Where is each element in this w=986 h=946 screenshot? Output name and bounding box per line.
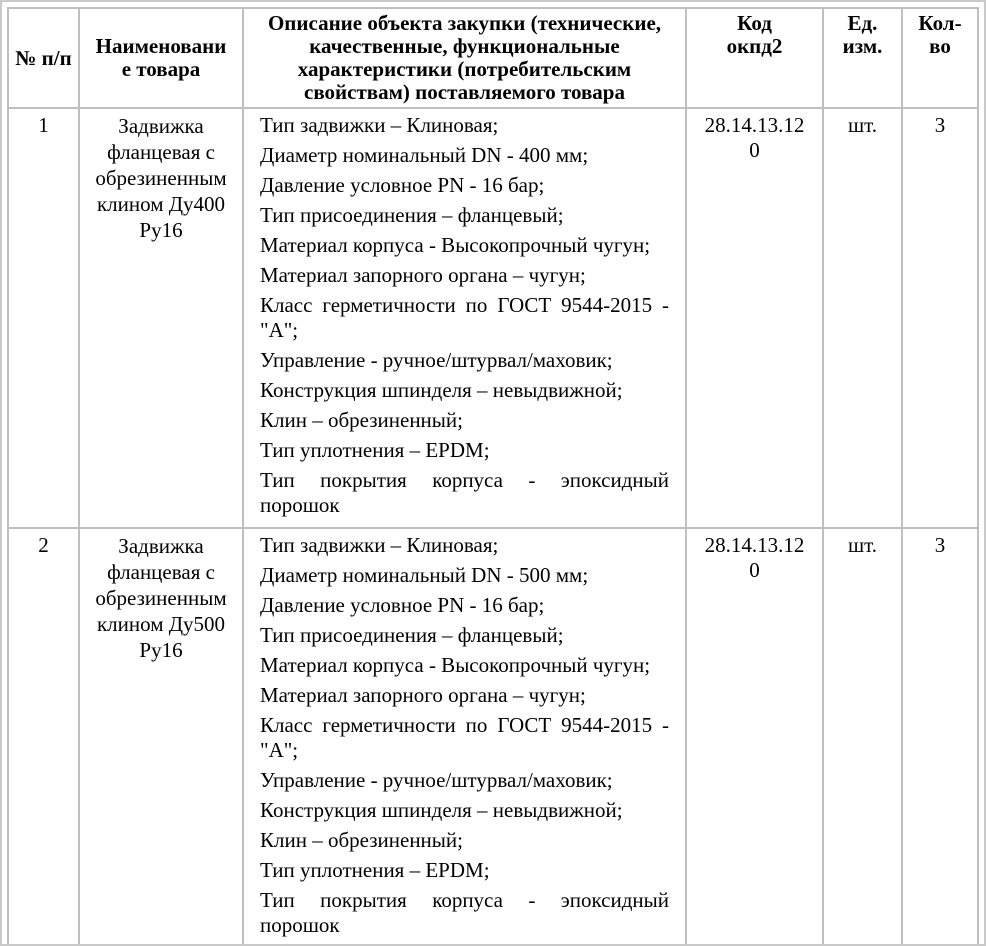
- description-line: Конструкция шпинделя – невыдвижной;: [260, 378, 623, 402]
- description-line: Материал запорного органа – чугун;: [260, 683, 586, 707]
- header-row: [8, 8, 978, 108]
- unit-cell: шт.: [823, 528, 902, 946]
- okpd2-code-cell: 28.14.13.120: [686, 108, 823, 528]
- header-product-name: Наименование товара: [79, 8, 243, 108]
- row-number-cell: 2: [8, 528, 79, 946]
- product-name-cell: Задвижка фланцевая с обрезиненным клином Ду500 Ру16: [79, 528, 243, 946]
- description-cell: [243, 108, 686, 528]
- description-line: Диаметр номинальный DN - 400 мм;: [260, 143, 589, 167]
- quantity-cell: 3: [902, 528, 978, 946]
- description-line: Конструкция шпинделя – невыдвижной;: [260, 798, 623, 822]
- description-line: Тип присоединения – фланцевый;: [260, 203, 564, 227]
- description-line: Материал запорного органа – чугун;: [260, 263, 586, 287]
- description-line: Материал корпуса - Высокопрочный чугун;: [260, 653, 651, 677]
- table-row: [8, 528, 978, 946]
- description-cell: [243, 528, 686, 946]
- row-number-cell: 1: [8, 108, 79, 528]
- table-row: [8, 108, 978, 528]
- quantity-cell: 3: [902, 108, 978, 528]
- header-quantity: Кол-во: [902, 8, 978, 108]
- description-line: Клин – обрезиненный;: [260, 828, 463, 852]
- description-line: Тип уплотнения – EPDM;: [260, 858, 490, 882]
- procurement-spec-table: [7, 7, 979, 946]
- header-description: Описание объекта закупки (технические, качественные, функциональные характеристики (потребительским свойствам) поставляемого товара: [243, 8, 686, 108]
- description-line: Давление условное PN - 16 бар;: [260, 593, 545, 617]
- description-line: Тип уплотнения – EPDM;: [260, 438, 490, 462]
- description-line: Клин – обрезиненный;: [260, 408, 463, 432]
- description-line: Управление - ручное/штурвал/маховик;: [260, 768, 613, 792]
- product-name-cell: Задвижка фланцевая с обрезиненным клином Ду400 Ру16: [79, 108, 243, 528]
- description-line: Тип присоединения – фланцевый;: [260, 623, 564, 647]
- unit-cell: шт.: [823, 108, 902, 528]
- description-line: Тип покрытия корпуса - эпоксидный порошок: [260, 468, 669, 517]
- description-line: Тип задвижки – Клиновая;: [260, 533, 499, 557]
- header-okpd2-code: Код окпд2: [686, 8, 823, 108]
- header-row-number: № п/п: [8, 8, 79, 108]
- description-line: Класс герметичности по ГОСТ 9544-2015 - "А";: [260, 713, 669, 762]
- description-line: Тип покрытия корпуса - эпоксидный порошок: [260, 888, 669, 937]
- description-line: Управление - ручное/штурвал/маховик;: [260, 348, 613, 372]
- description-line: Тип задвижки – Клиновая;: [260, 113, 499, 137]
- header-unit: Ед. изм.: [823, 8, 902, 108]
- okpd2-code-cell: 28.14.13.120: [686, 528, 823, 946]
- description-line: Давление условное PN - 16 бар;: [260, 173, 545, 197]
- description-line: Материал корпуса - Высокопрочный чугун;: [260, 233, 651, 257]
- description-line: Класс герметичности по ГОСТ 9544-2015 - "А";: [260, 293, 669, 342]
- description-line: Диаметр номинальный DN - 500 мм;: [260, 563, 589, 587]
